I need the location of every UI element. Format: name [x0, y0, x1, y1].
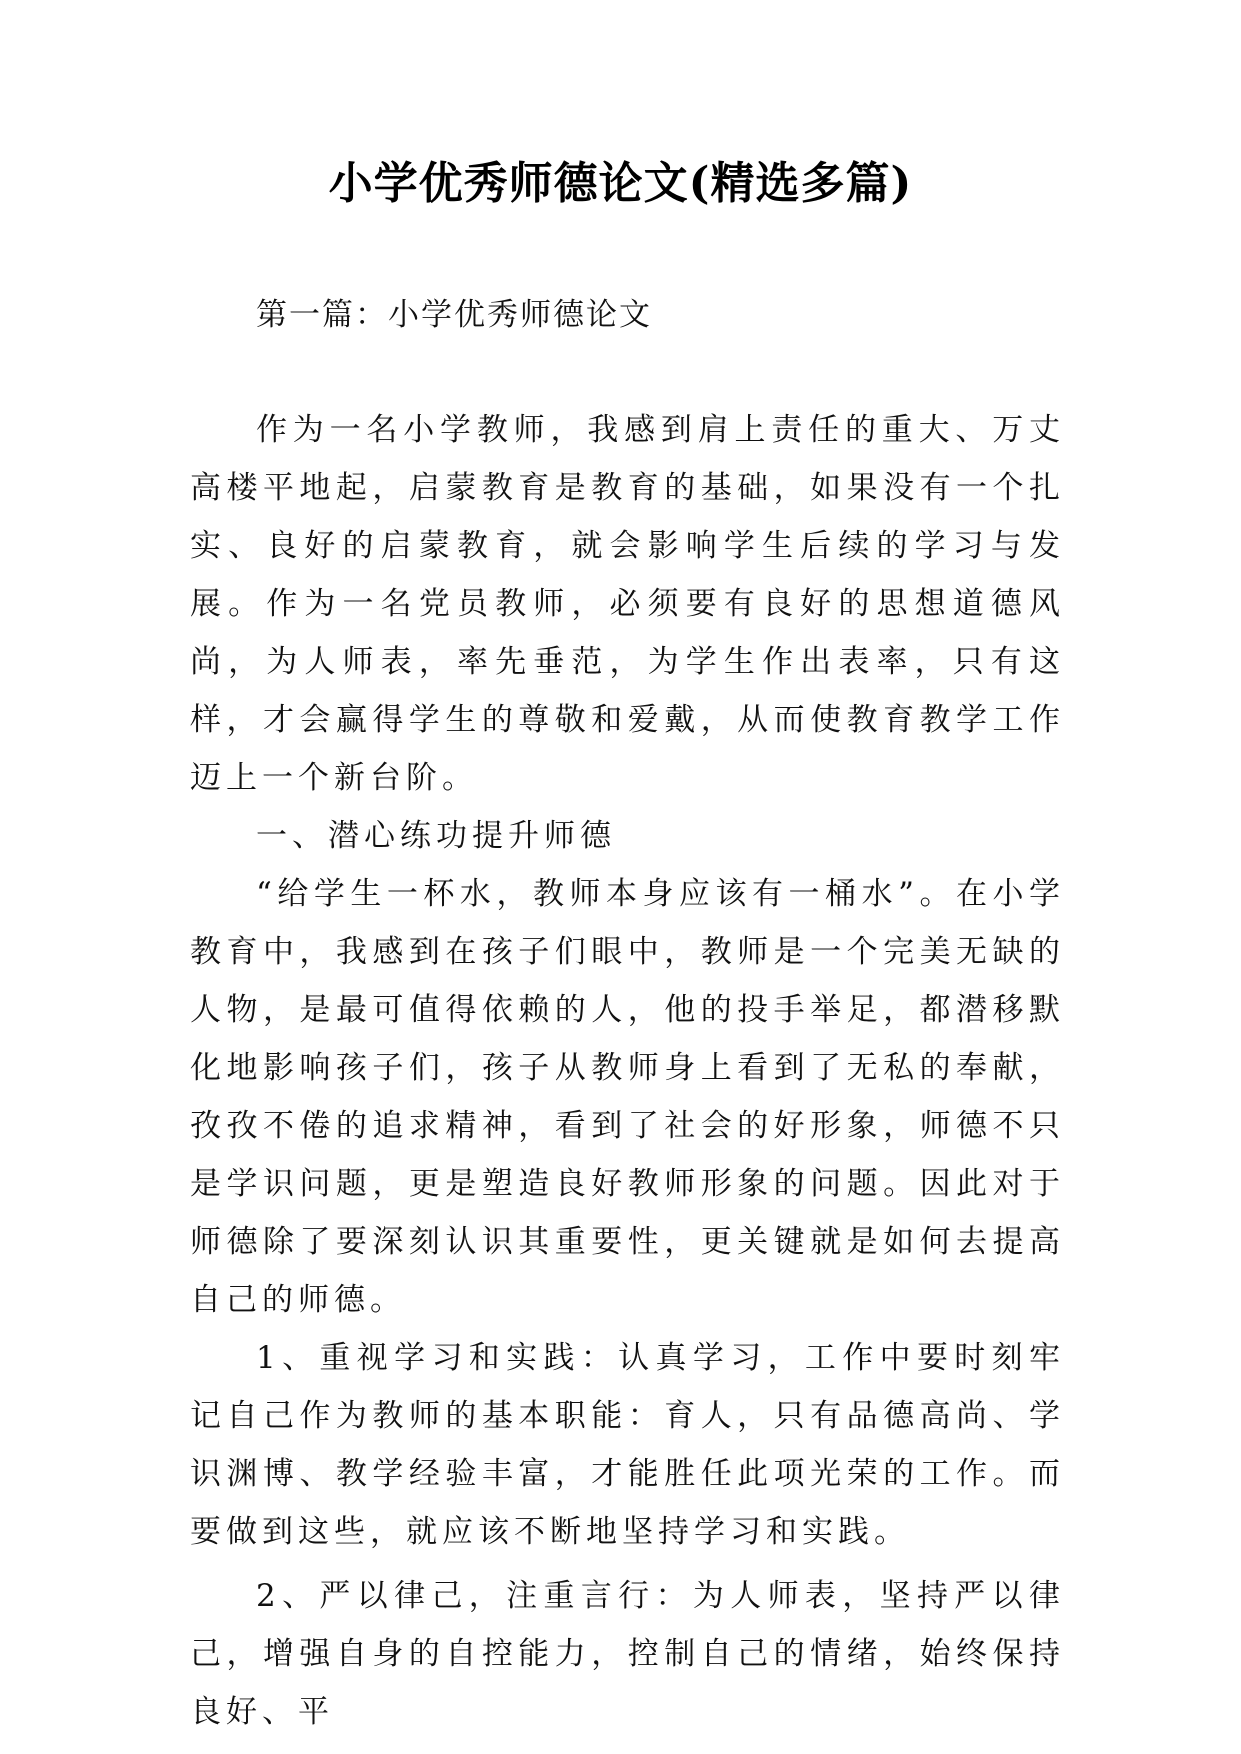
- document-title: 小学优秀师德论文(精选多篇): [328, 158, 913, 209]
- section-heading: 第一篇：小学优秀师德论文: [256, 297, 652, 333]
- paragraph-heading-1: 一、潜心练功提升师德: [256, 818, 616, 854]
- document-body: [190, 401, 1065, 1741]
- paragraph-water-quote: “给学生一杯水，教师本身应该有一桶水”。在小学教育中，我感到在孩子们眼中，教师是一个完美无缺的人物，是最可值得依赖的人，他的投手举足，都潜移默化地影响孩子们，孩子从教师身上看到了无私的奉献，孜孜不倦的追求精神，看到了社会的好形象，师德不只是学识问题，更是塑造良好教师形象的问题。因此对于师德除了要深刻认识其重要性，更关键就是如何去提高自己的师德。: [190, 876, 1065, 1318]
- paragraph-point-1: 1、重视学习和实践：认真学习，工作中要时刻牢记自己作为教师的基本职能：育人，只有品德高尚、学识渊博、教学经验丰富，才能胜任此项光荣的工作。而要做到这些，就应该不断地坚持学习和实践。: [190, 1340, 1065, 1550]
- paragraph-intro: 作为一名小学教师，我感到肩上责任的重大、万丈高楼平地起，启蒙教育是教育的基础，如果没有一个扎实、良好的启蒙教育，就会影响学生后续的学习与发展。作为一名党员教师，必须要有良好的思想道德风尚，为人师表，率先垂范，为学生作出表率，只有这样，才会赢得学生的尊敬和爱戴，从而使教育教学工作迈上一个新台阶。: [190, 412, 1065, 796]
- paragraph-point-2: 2、严以律己，注重言行：为人师表，坚持严以律己，增强自身的自控能力，控制自己的情绪，始终保持良好、平: [190, 1578, 1065, 1730]
